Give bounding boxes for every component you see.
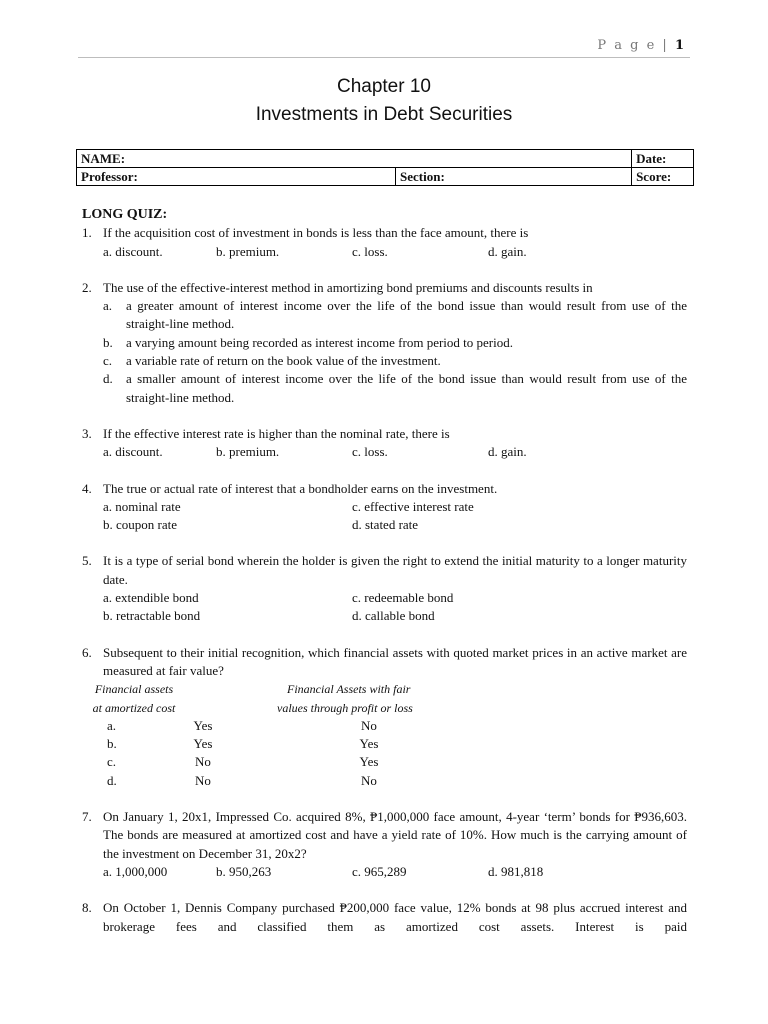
- options: [103, 589, 687, 626]
- option-a[interactable]: a. a greater amount of interest income over the life of the bond issue than would result from use of the straight-line method.: [103, 298, 687, 332]
- option-d[interactable]: d. gain.: [488, 444, 527, 460]
- option-d[interactable]: d. stated rate: [352, 517, 419, 533]
- options: [103, 863, 687, 881]
- options: [103, 498, 687, 535]
- professor-field[interactable]: Professor:: [77, 168, 396, 186]
- option-a[interactable]: a. discount.: [103, 243, 163, 259]
- option-c[interactable]: c. a variable rate of return on the book value of the investment.: [103, 353, 441, 369]
- quiz-content: [82, 206, 687, 936]
- option-a[interactable]: a. discount.: [103, 444, 163, 460]
- header-divider: [78, 57, 690, 58]
- page-number-header: P a g e | 1: [597, 38, 684, 53]
- date-field[interactable]: Date:: [632, 150, 694, 168]
- options: [103, 443, 687, 461]
- answer-row-d[interactable]: d. No No: [107, 772, 377, 788]
- name-field[interactable]: NAME:: [77, 150, 632, 168]
- option-a[interactable]: a. nominal rate: [103, 498, 181, 514]
- question-2: 2. The use of the effective-interest method in amortizing bond premiums and discounts results in a. a greater amount of interest income over the life of the bond issue than would result from use of the straight-line method. b. a varying amount being recorded as interest income from period to period. c. a variable rate of return on the book value of the investment. d. a smaller amount of interest income over the life of the bond issue than would result from use of the straight-line method.: [82, 279, 687, 407]
- answer-row-a[interactable]: a. Yes No: [107, 717, 377, 733]
- option-d[interactable]: d. callable bond: [352, 608, 435, 624]
- question-3: 3. If the effective interest rate is higher than the nominal rate, there is a. discount. b. premium. c. loss. d. gain.: [82, 425, 687, 462]
- answer-row-b[interactable]: b. Yes Yes: [107, 736, 379, 752]
- option-d[interactable]: d. gain.: [488, 243, 527, 259]
- option-c[interactable]: c. effective interest rate: [352, 498, 474, 514]
- option-b[interactable]: b. 950,263: [216, 863, 272, 879]
- col1-header-line1: Financial assets: [94, 682, 174, 697]
- option-c[interactable]: c. loss.: [352, 444, 388, 460]
- question-4: 4. The true or actual rate of interest that a bondholder earns on the investment. a. nominal rate c. effective interest rate b. coupon rate d. stated rate: [82, 480, 687, 535]
- option-b[interactable]: b. retractable bond: [103, 608, 201, 624]
- col2-header-line2: values through profit or loss: [277, 700, 413, 715]
- option-b[interactable]: b. coupon rate: [103, 517, 178, 533]
- option-b[interactable]: b. a varying amount being recorded as interest income from period to period.: [103, 334, 513, 350]
- option-a[interactable]: a. 1,000,000: [103, 863, 168, 879]
- option-c[interactable]: c. redeemable bond: [352, 590, 454, 606]
- answer-rows: [103, 717, 687, 790]
- col1-header-line2: at amortized cost: [92, 700, 176, 715]
- options: [103, 243, 687, 261]
- student-info-table: [76, 149, 694, 186]
- option-b[interactable]: b. premium.: [216, 243, 280, 259]
- question-8: 8. On October 1, Dennis Company purchased ₱200,000 face value, 12% bonds at 98 plus accrued interest and brokerage fees and classified them as amortized cost assets. Interest is paid: [82, 900, 687, 934]
- question-5: 5. It is a type of serial bond wherein the holder is given the right to extend the initial maturity to a longer maturity date. a. extendible bond c. redeemable bond b. retractable bond d. callable bond: [82, 552, 687, 625]
- section-field[interactable]: Section:: [396, 168, 632, 186]
- chapter-title: Chapter 10: [336, 76, 431, 97]
- option-d[interactable]: d. 981,818: [488, 863, 544, 879]
- answer-row-c[interactable]: c. No Yes: [107, 754, 379, 770]
- quiz-title: LONG QUIZ:: [82, 207, 168, 222]
- chapter-subtitle: Investments in Debt Securities: [255, 104, 513, 125]
- score-field[interactable]: Score:: [632, 168, 694, 186]
- answer-table: [92, 680, 687, 717]
- option-c[interactable]: c. 965,289: [352, 863, 407, 879]
- option-a[interactable]: a. extendible bond: [103, 590, 199, 606]
- option-b[interactable]: b. premium.: [216, 444, 280, 460]
- question-6: 6. Subsequent to their initial recognition, which financial assets with quoted market prices in an active market are measured at fair value? Financial assets Financial Assets with fair at amortized cost values through profit or loss a. Yes No b. Yes Yes c. No Yes d. No No: [82, 644, 687, 790]
- col2-header-line1: Financial Assets with fair: [287, 682, 411, 697]
- option-c[interactable]: c. loss.: [352, 243, 388, 259]
- option-d[interactable]: d. a smaller amount of interest income over the life of the bond issue than would result from use of the straight-line method.: [103, 371, 687, 405]
- question-1: 1. If the acquisition cost of investment in bonds is less than the face amount, there is a. discount. b. premium. c. loss. d. gain.: [82, 224, 687, 261]
- question-7: 7. On January 1, 20x1, Impressed Co. acquired 8%, ₱1,000,000 face amount, 4-year ‘term’ bonds for ₱936,603. The bonds are measured at amortized cost and have a yield rate of 10%. How much is the carrying amount of the investment on December 31, 20x2? a. 1,000,000 b. 950,263 c. 965,289 d. 981,818: [82, 808, 687, 881]
